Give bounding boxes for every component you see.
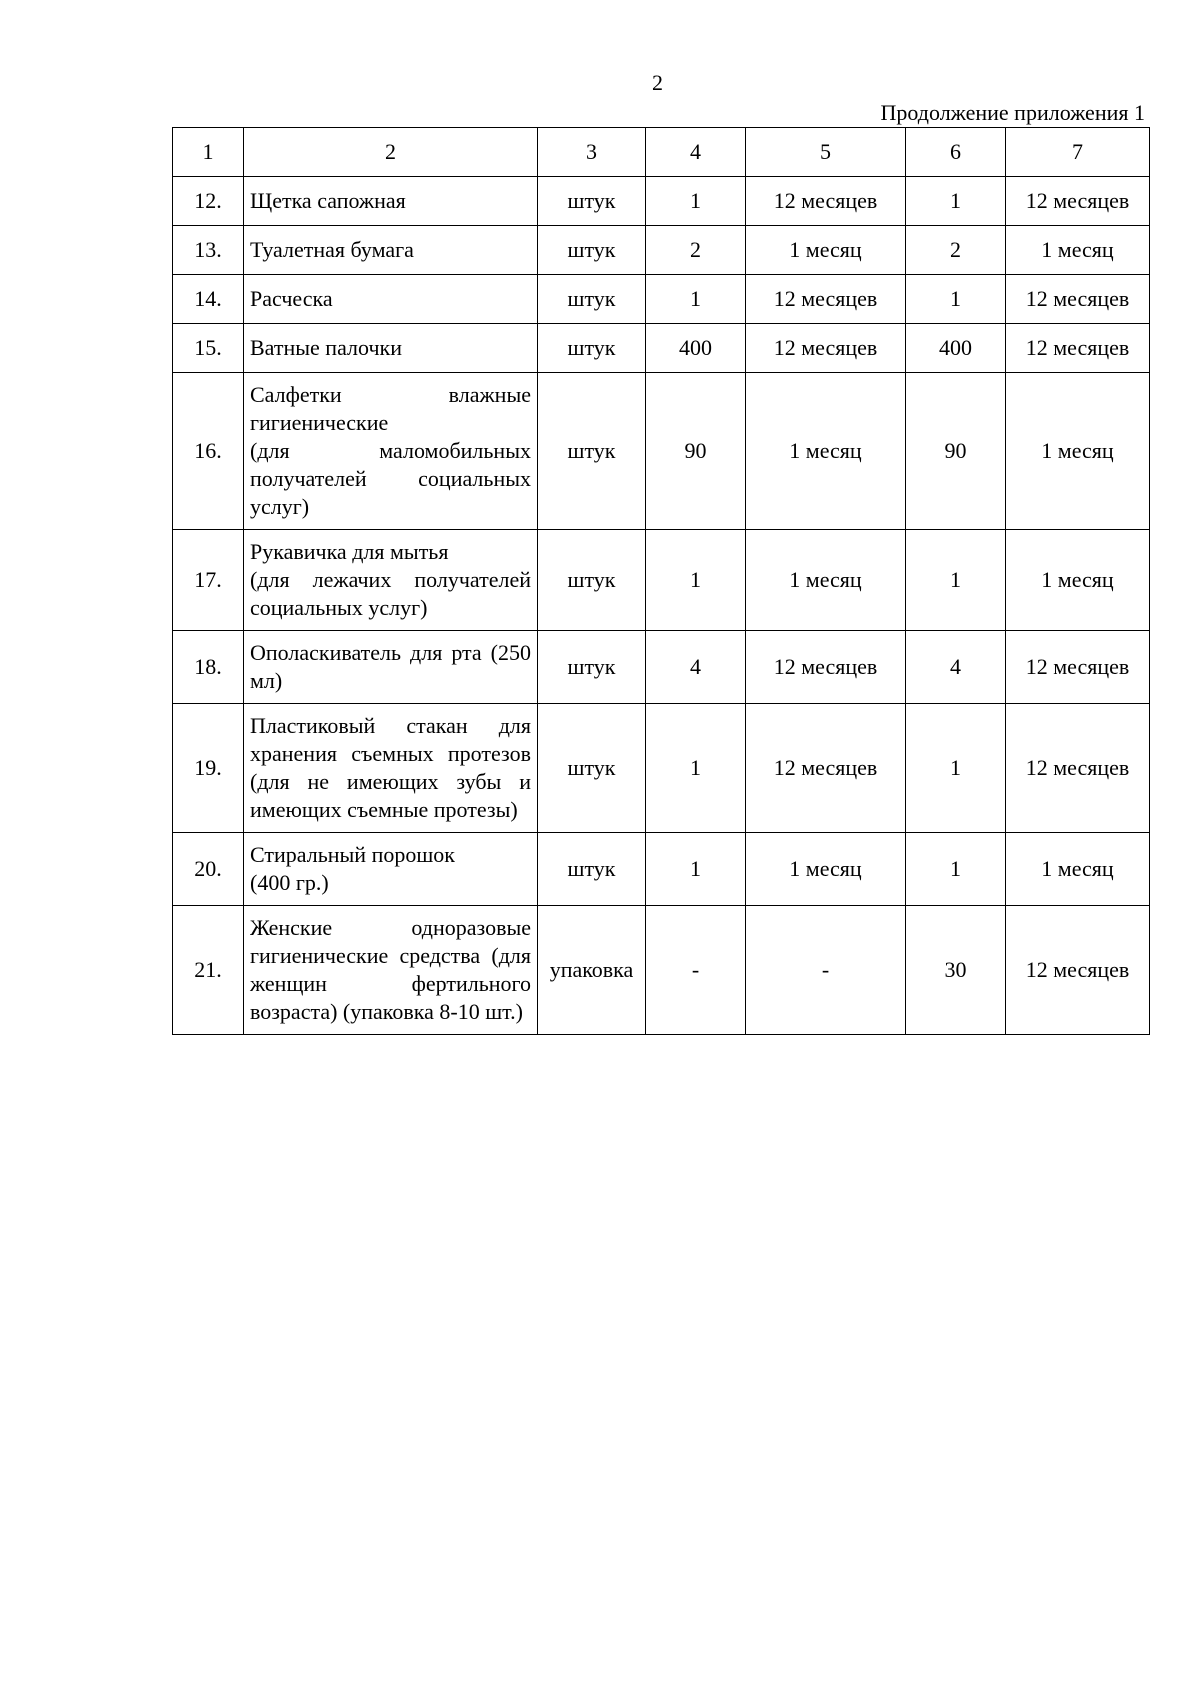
term-cell: - <box>746 906 906 1035</box>
quantity-cell: 90 <box>646 373 746 530</box>
page-number: 2 <box>652 70 663 95</box>
unit-cell: штук <box>538 833 646 906</box>
quantity-cell: 1 <box>906 704 1006 833</box>
table-row <box>173 177 1150 226</box>
table-row <box>173 833 1150 906</box>
quantity-cell: 1 <box>906 833 1006 906</box>
term-cell: 1 месяц <box>1006 226 1150 275</box>
item-name: Салфетки влажные гигиенические (для маломобильных получателей социальных услуг) <box>244 373 538 530</box>
item-name: Рукавичка для мытья (для лежачих получателей социальных услуг) <box>244 530 538 631</box>
quantity-cell: 1 <box>646 177 746 226</box>
table-row <box>173 226 1150 275</box>
column-header: 4 <box>646 128 746 177</box>
row-number: 16. <box>173 373 244 530</box>
table-header-row <box>173 128 1150 177</box>
item-name: Ватные палочки <box>244 324 538 373</box>
quantity-cell: 400 <box>906 324 1006 373</box>
term-cell: 1 месяц <box>1006 530 1150 631</box>
table-row <box>173 324 1150 373</box>
quantity-cell: 400 <box>646 324 746 373</box>
quantity-cell: 1 <box>906 530 1006 631</box>
row-number: 15. <box>173 324 244 373</box>
column-header: 3 <box>538 128 646 177</box>
quantity-cell: 30 <box>906 906 1006 1035</box>
item-name: Щетка сапожная <box>244 177 538 226</box>
continuation-label: Продолжение приложения 1 <box>880 100 1145 125</box>
quantity-cell: 1 <box>646 275 746 324</box>
quantity-cell: 1 <box>646 833 746 906</box>
unit-cell: штук <box>538 704 646 833</box>
unit-cell: штук <box>538 324 646 373</box>
item-name: Женские одноразовые гигиенические средства (для женщин фертильного возраста) (упаковка 8-10 шт.) <box>244 906 538 1035</box>
table-row <box>173 373 1150 530</box>
column-header: 5 <box>746 128 906 177</box>
item-name: Ополаскиватель для рта (250 мл) <box>244 631 538 704</box>
item-name: Расческа <box>244 275 538 324</box>
row-number: 12. <box>173 177 244 226</box>
quantity-cell: 1 <box>906 177 1006 226</box>
quantity-cell: 90 <box>906 373 1006 530</box>
term-cell: 1 месяц <box>1006 833 1150 906</box>
quantity-cell: 2 <box>646 226 746 275</box>
appendix-table <box>172 127 1150 1035</box>
term-cell: 12 месяцев <box>746 275 906 324</box>
term-cell: 1 месяц <box>1006 373 1150 530</box>
column-header: 1 <box>173 128 244 177</box>
term-cell: 12 месяцев <box>1006 324 1150 373</box>
row-number: 13. <box>173 226 244 275</box>
table-row <box>173 530 1150 631</box>
term-cell: 1 месяц <box>746 833 906 906</box>
quantity-cell: 2 <box>906 226 1006 275</box>
unit-cell: упаковка <box>538 906 646 1035</box>
quantity-cell: 4 <box>906 631 1006 704</box>
row-number: 17. <box>173 530 244 631</box>
term-cell: 1 месяц <box>746 530 906 631</box>
unit-cell: штук <box>538 373 646 530</box>
column-header: 7 <box>1006 128 1150 177</box>
item-name: Туалетная бумага <box>244 226 538 275</box>
row-number: 19. <box>173 704 244 833</box>
term-cell: 12 месяцев <box>746 704 906 833</box>
term-cell: 1 месяц <box>746 373 906 530</box>
unit-cell: штук <box>538 177 646 226</box>
column-header: 2 <box>244 128 538 177</box>
quantity-cell: 4 <box>646 631 746 704</box>
term-cell: 12 месяцев <box>1006 275 1150 324</box>
term-cell: 12 месяцев <box>1006 631 1150 704</box>
column-header: 6 <box>906 128 1006 177</box>
row-number: 14. <box>173 275 244 324</box>
table-row <box>173 275 1150 324</box>
term-cell: 1 месяц <box>746 226 906 275</box>
quantity-cell: - <box>646 906 746 1035</box>
term-cell: 12 месяцев <box>1006 906 1150 1035</box>
quantity-cell: 1 <box>906 275 1006 324</box>
row-number: 20. <box>173 833 244 906</box>
quantity-cell: 1 <box>646 530 746 631</box>
table-row <box>173 704 1150 833</box>
term-cell: 12 месяцев <box>746 177 906 226</box>
item-name: Пластиковый стакан для хранения съемных протезов (для не имеющих зубы и имеющих съемные протезы) <box>244 704 538 833</box>
unit-cell: штук <box>538 275 646 324</box>
quantity-cell: 1 <box>646 704 746 833</box>
table-row <box>173 631 1150 704</box>
table-row <box>173 906 1150 1035</box>
term-cell: 12 месяцев <box>1006 704 1150 833</box>
unit-cell: штук <box>538 530 646 631</box>
term-cell: 12 месяцев <box>746 631 906 704</box>
unit-cell: штук <box>538 226 646 275</box>
item-name: Стиральный порошок (400 гр.) <box>244 833 538 906</box>
term-cell: 12 месяцев <box>1006 177 1150 226</box>
row-number: 18. <box>173 631 244 704</box>
row-number: 21. <box>173 906 244 1035</box>
term-cell: 12 месяцев <box>746 324 906 373</box>
unit-cell: штук <box>538 631 646 704</box>
